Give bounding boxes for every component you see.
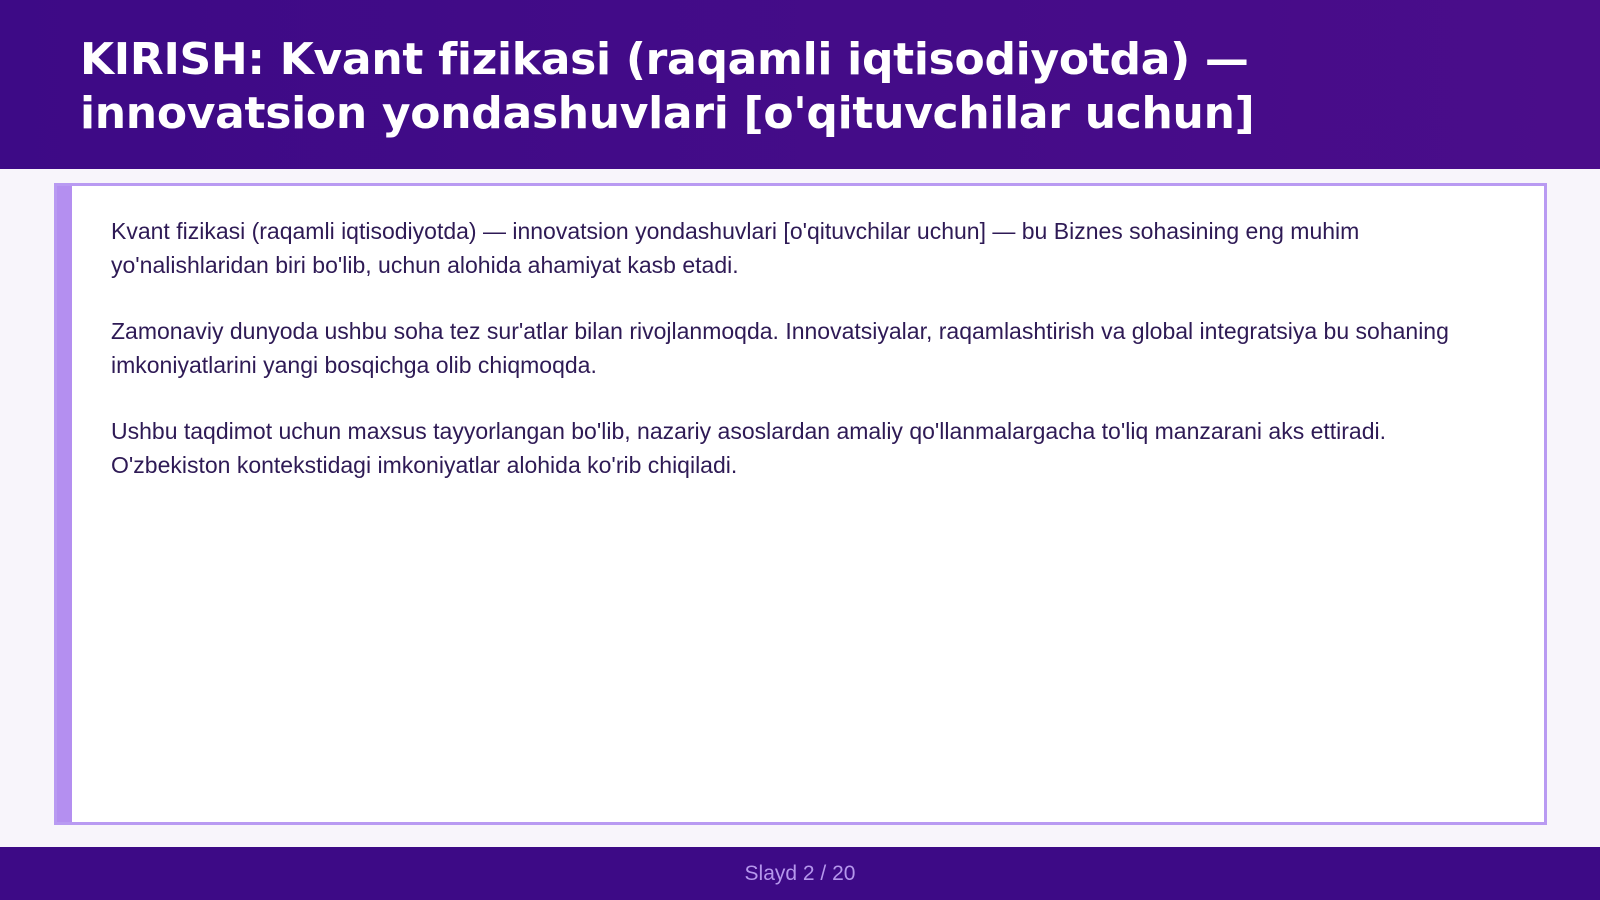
slide-header [0, 0, 1600, 169]
content-card [54, 183, 1547, 825]
paragraph-intro: Kvant fizikasi (raqamli iqtisodiyotda) — innovatsion yondashuvlari [o'qituvchilar uchun] — bu Biznes sohasining eng muhim yo'nalishlaridan biri bo'lib, uchun alohida ahamiyat kasb etadi. [111, 218, 1360, 278]
accent-bar [57, 186, 72, 822]
paragraph-modern-world: Zamonaviy dunyoda ushbu soha tez sur'atlar bilan rivojlanmoqda. Innovatsiyalar, raqamlashtirish va global integratsiya bu sohaning imkoniyatlarini yangi bosqichga olib chiqmoqda. [111, 318, 1449, 378]
slide-footer [0, 847, 1600, 900]
slide-number: Slayd 2 / 20 [744, 862, 856, 885]
body-text [111, 214, 1511, 514]
slide-title: KIRISH: Kvant fizikasi (raqamli iqtisodiyotda) — innovatsion yondashuvlari [o'qituvchilar uchun] [80, 34, 1255, 139]
paragraph-presentation: Ushbu taqdimot uchun maxsus tayyorlangan bo'lib, nazariy asoslardan amaliy qo'llanmalargacha to'liq manzarani aks ettiradi. O'zbekiston kontekstidagi imkoniyatlar alohida ko'rib chiqiladi. [111, 418, 1387, 478]
